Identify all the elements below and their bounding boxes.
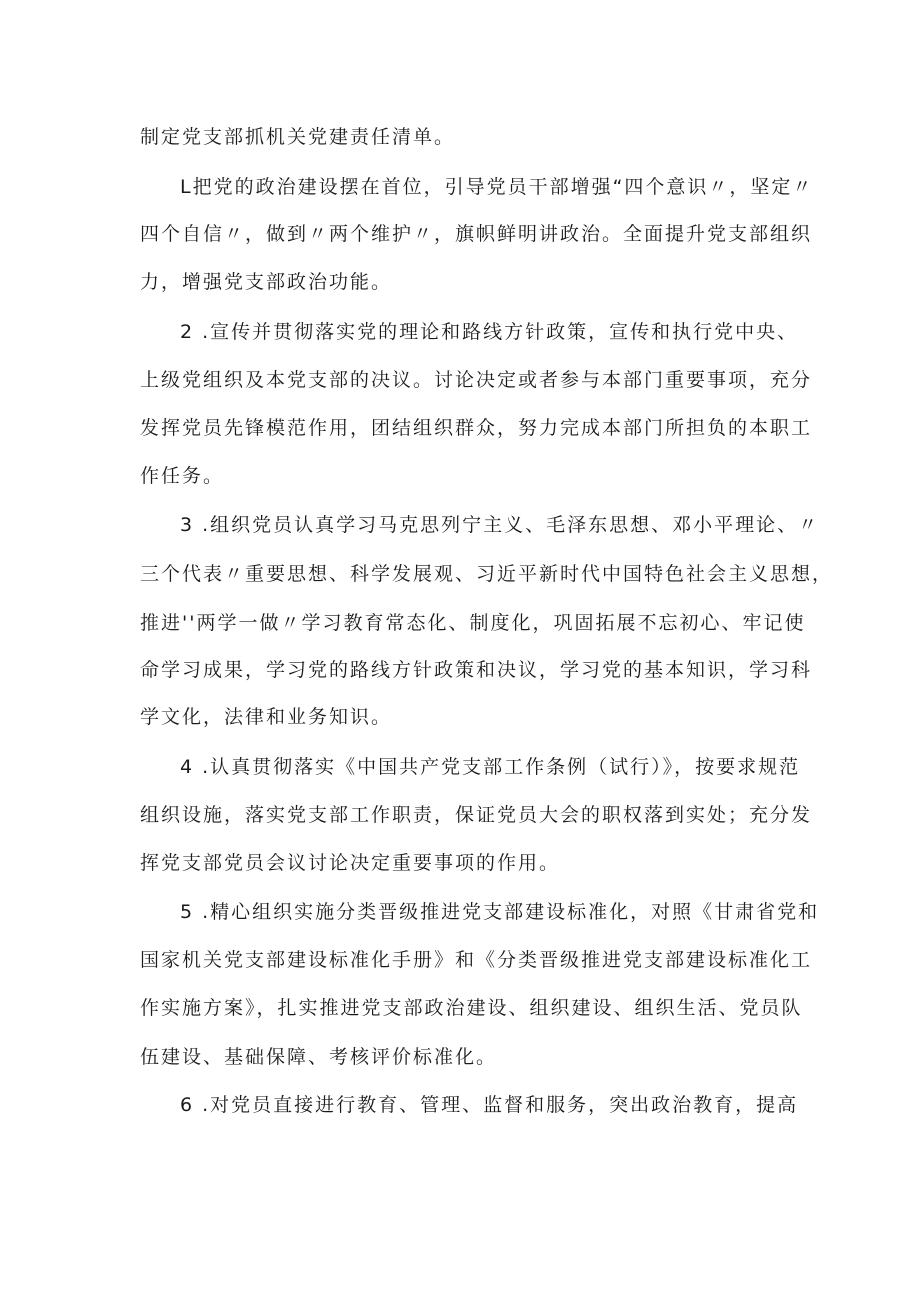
text-line: 组织设施，落实党支部工作职责，保证党员大会的职权落到实处；充分发 [140, 804, 813, 826]
paragraph-3-line: 3 .组织党员认真学习马克思列宁主义、毛泽东思想、邓小平理论、〃 [180, 514, 820, 536]
text-line: 制定党支部抓机关党建责任清单。 [140, 126, 456, 148]
text-line: 命学习成果，学习党的路线方针政策和决议，学习党的基本知识，学习科 [140, 659, 813, 681]
text-line: 挥党支部党员会议讨论决定重要事项的作用。 [140, 852, 561, 874]
text-line: 作实施方案》，扎实推进党支部政治建设、组织建设、组织生活、党员队 [140, 997, 803, 1019]
paragraph-1-line: L把党的政治建设摆在首位，引导党员干部增强“四个意识〃，坚定〃 [180, 176, 814, 198]
paragraph-4-line: 4 .认真贯彻落实《中国共产党支部工作条例（试行）》，按要求规范 [180, 756, 801, 778]
text-line: 学文化，法律和业务知识。 [140, 706, 393, 728]
text-line: 作任务。 [140, 465, 225, 487]
text-line: 推进''两学一做〃学习教育常态化、制度化，巩固拓展不忘初心、牢记使 [140, 612, 806, 634]
text-line: 国家机关党支部建设标准化手册》和《分类晋级推进党支部建设标准化工 [140, 949, 813, 971]
text-line: 上级党组织及本党支部的决议。讨论决定或者参与本部门重要事项，充分 [140, 369, 813, 391]
text-line: 四个自信〃，做到〃两个维护〃，旗帜鲜明讲政治。全面提升党支部组织 [140, 223, 813, 245]
paragraph-5-line: 5 .精心组织实施分类晋级推进党支部建设标准化，对照《甘肃省党和 [180, 901, 820, 923]
text-line: 伍建设、基础保障、考核评价标准化。 [140, 1046, 498, 1068]
text-line: 力，增强党支部政治功能。 [140, 271, 393, 293]
paragraph-2-line: 2 .宣传并贯彻落实党的理论和路线方针政策，宣传和执行党中央、 [180, 321, 799, 343]
paragraph-6-line: 6 .对党员直接进行教育、管理、监督和服务，突出政治教育，提高 [180, 1094, 799, 1116]
text-line: 发挥党员先锋模范作用，团结组织群众，努力完成本部门所担负的本职工 [140, 417, 813, 439]
text-line: 三个代表〃重要思想、科学发展观、习近平新时代中国特色社会主义思想， [140, 563, 834, 585]
